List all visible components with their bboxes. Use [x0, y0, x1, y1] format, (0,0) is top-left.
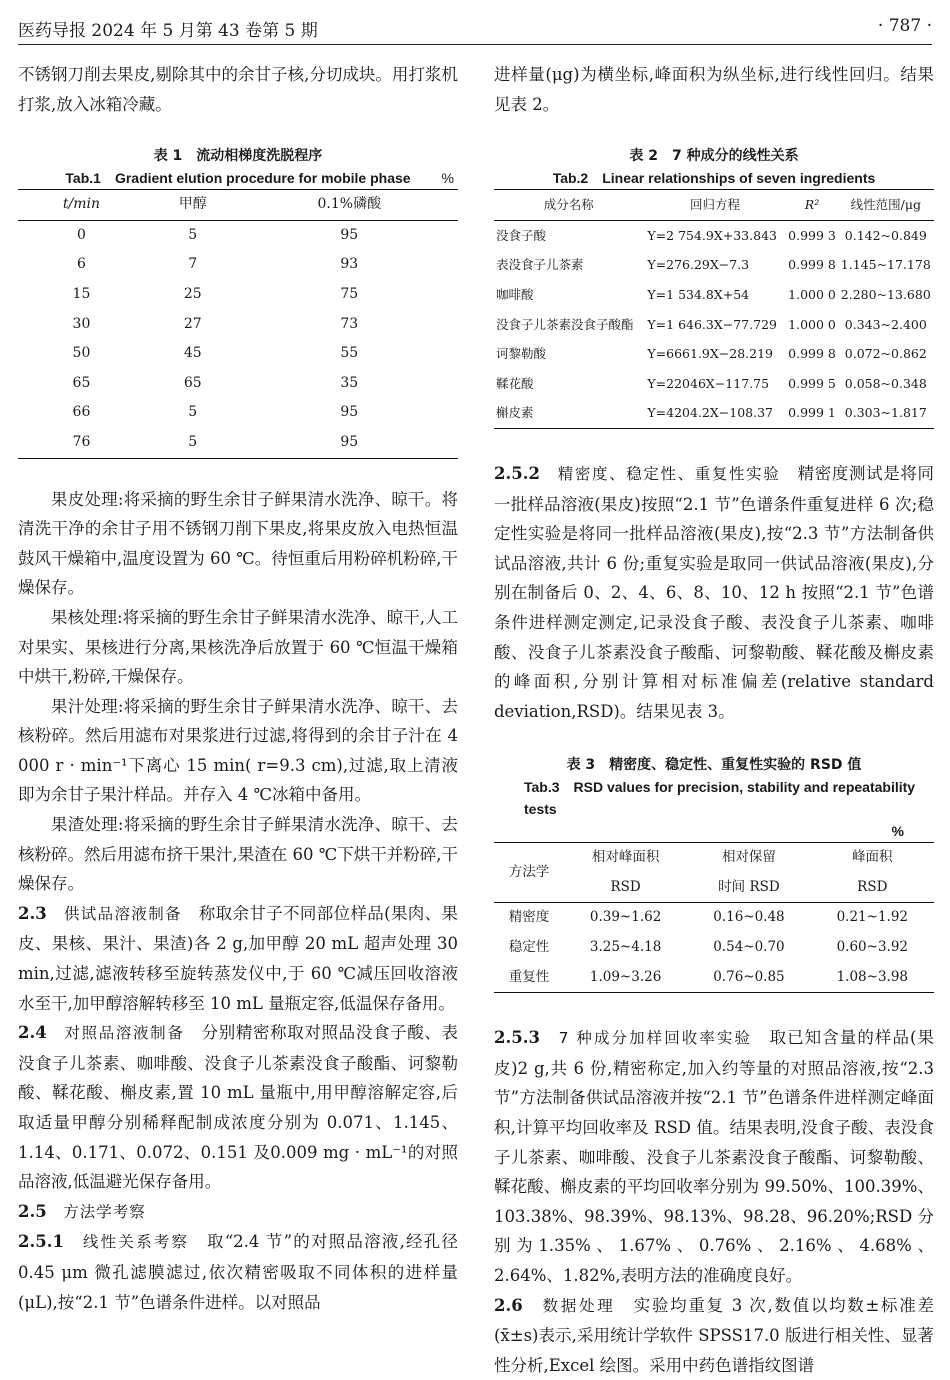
section-title: 供试品溶液制备 [63, 904, 182, 923]
table-row [494, 369, 934, 399]
section-text: 精密度测试是将同一批样品溶液(果皮)按照“2.1 节”色谱条件重复进样 6 次;稳定性实验是将同一批样品溶液(果皮),按“2.3 节”方法制备供试品溶液,共计 6 份;重复实验是取同一供试品溶液(果皮),分别在制备后 0、2、4、6、8、10、12 h 按照“2.1 节”色谱条件进样测定测定,记录没食子酸、表没食子儿茶素、咖啡酸、没食子儿茶素没食子酸酯、诃黎勒酸、鞣花酸及槲皮素的峰面积,分别计算相对标准偏差(relative standard deviation,RSD)。结果见表 3。 [494, 463, 935, 721]
table-cell: 5 [188, 226, 198, 243]
table2-title-en: Tab.2 Linear relationships of seven ingredients [552, 170, 876, 187]
section-2-5-2 [494, 459, 934, 726]
intro-paragraph: 进样量(μg)为横坐标,峰面积为纵坐标,进行线性回归。结果见表 2。 [494, 65, 934, 114]
table-cell: 0.76~0.85 [713, 968, 785, 985]
table-cell: 没食子儿茶素没食子酸酯 [496, 316, 634, 332]
table-cell: 诃黎勒酸 [496, 346, 547, 362]
table-cell: 76 [72, 433, 91, 450]
table-cell: 65 [72, 374, 91, 391]
table-cell: 50 [72, 345, 91, 362]
table-row [494, 339, 934, 369]
table-cell: 0.999 8 [788, 257, 836, 273]
table2 [494, 189, 934, 429]
table-cell: 66 [72, 404, 91, 421]
section-title: 7 种成分加样回收率实验 [558, 1029, 752, 1048]
section-text: 实验均重复 3 次,数值以均数±标准差(x̄±s)表示,采用统计学软件 SPSS17.0 版进行相关性、显著性分析,Excel 绘图。采用中药色谱指纹图谱 [494, 1295, 934, 1375]
table-cell: 0.54~0.70 [713, 939, 785, 956]
section-2-4 [18, 1018, 458, 1197]
table-cell: 精密度 [508, 909, 550, 926]
table2-header: R² [786, 190, 837, 221]
table-cell: 鞣花酸 [496, 375, 534, 391]
table-cell: 0.16~0.48 [713, 909, 785, 926]
section-number: 2.5.1 [18, 1232, 64, 1252]
table-cell: 0.21~1.92 [836, 909, 909, 926]
table3-header: 方法学 [494, 843, 564, 903]
table3-title-en: Tab.3 RSD values for precision, stability and repeatability tests [524, 779, 916, 818]
table-row [18, 250, 458, 280]
table-cell: 2.280~13.680 [840, 286, 931, 302]
table3-header: RSD [811, 873, 934, 903]
section-title: 线性关系考察 [82, 1233, 190, 1252]
table-cell: 1.145~17.178 [840, 257, 931, 273]
juice-paragraph: 果汁处理:将采摘的野生余甘子鲜果清水洗净、晾干、去核粉碎。然后用滤布对果浆进行过滤,将得到的余甘子汁在 4 000 r · min⁻¹下离心 15 min( r=9.3 cm),过滤,取上清液即为余甘子果汁样品。并存入 4 ℃冰箱中备用。 [18, 696, 458, 805]
table-cell: Y=1 646.3X−77.729 [647, 316, 777, 332]
table-row [494, 963, 934, 993]
table-cell: 0.999 1 [788, 405, 836, 421]
section-number: 2.6 [494, 1295, 523, 1315]
section-number: 2.4 [18, 1023, 47, 1043]
section-2-6 [494, 1291, 934, 1380]
table3-header: 时间 RSD [687, 873, 810, 903]
left-column [18, 60, 458, 1317]
table-row [494, 903, 934, 933]
section-number: 2.3 [18, 903, 47, 923]
table-row [494, 220, 934, 250]
table-row [18, 310, 458, 340]
table-cell: 1.000 0 [788, 316, 836, 332]
table-cell: 7 [188, 256, 198, 273]
table-cell: 27 [183, 315, 202, 332]
table-cell: 稳定性 [508, 939, 550, 956]
section-number: 2.5.3 [494, 1028, 540, 1048]
table-row [18, 220, 458, 250]
table-cell: 0.058~0.348 [844, 375, 927, 391]
table3-header: RSD [564, 873, 687, 903]
table-row [18, 428, 458, 458]
section-2-5-1 [18, 1227, 458, 1317]
section-text: 分别精密称取对照品没食子酸、表没食子儿茶素、咖啡酸、没食子儿茶素没食子酸酯、诃黎勒酸、鞣花酸、槲皮素,置 10 mL 量瓶中,用甲醇溶解定容,后取适量甲醇分别稀释配制成浓度分别为 0.071、1.145、1.14、0.171、0.072、0.151 及0.009 mg · mL⁻¹的对照品溶液,低温避光保存备用。 [18, 1023, 458, 1192]
table-cell: 5 [188, 404, 198, 421]
section-title: 对照品溶液制备 [64, 1024, 185, 1043]
page-header [18, 10, 932, 45]
table-cell: 35 [340, 374, 359, 391]
table-cell: 0.39~1.62 [589, 909, 662, 926]
table1-unit: % [441, 170, 454, 187]
table1-header: t/min [18, 190, 145, 221]
table2-title-zh: 表 2 7 种成分的线性关系 [629, 148, 799, 165]
table-row [494, 250, 934, 280]
table-cell: 30 [72, 315, 91, 332]
section-2-5 [18, 1197, 458, 1228]
table1-title-en [18, 167, 458, 189]
table-cell: 55 [340, 345, 359, 362]
table1-title-zh: 表 1 流动相梯度洗脱程序 [153, 148, 323, 165]
table1 [18, 189, 458, 458]
right-column [494, 60, 934, 1380]
table-row [18, 280, 458, 310]
table-cell: 0.60~3.92 [836, 939, 909, 956]
table-cell: 0.303~1.817 [844, 405, 927, 421]
table1-title-en-text: Tab.1 Gradient elution procedure for mobile phase [65, 170, 411, 187]
table2-header: 回归方程 [643, 190, 786, 221]
table-cell: 5 [188, 433, 198, 450]
table-cell: 1.000 0 [788, 286, 836, 302]
table-row [494, 280, 934, 310]
section-2-5-3 [494, 1023, 934, 1290]
page-number: · 787 · [877, 16, 932, 36]
table-cell: 45 [183, 345, 202, 362]
table2-header: 成分名称 [494, 190, 643, 221]
table-cell: 重复性 [508, 968, 550, 985]
table-cell: Y=2 754.9X+33.843 [647, 227, 777, 243]
table-cell: 没食子酸 [496, 227, 547, 243]
section-text: 取已知含量的样品(果皮)2 g,共 6 份,精密称定,加入约等量的对照品溶液,按“2.3 节”方法制备供试品溶液并按“2.1 节”色谱条件进样测定峰面积,计算平均回收率及 RSD 值。结果表明,没食子酸、表没食子儿茶素、咖啡酸、没食子儿茶素没食子酸酯、诃黎勒酸、鞣花酸、槲皮素的平均回收率分别为 99.50%、100.39%、103.38%、98.39%、98.13%、98.28、96.20%;RSD 分别为1.35%、1.67%、0.76%、2.16%、4.68%、2.64%、1.82%,表明方法的准确度良好。 [494, 1028, 935, 1285]
table-cell: 0 [76, 226, 86, 243]
table2-header: 线性范围/μg [838, 190, 934, 221]
table-cell: Y=1 534.8X+54 [647, 286, 750, 302]
table-row [18, 339, 458, 369]
section-title: 方法学考察 [63, 1202, 146, 1221]
table3-header: 相对峰面积 [591, 849, 660, 866]
table-cell: 93 [340, 256, 359, 273]
table-cell: Y=6661.9X−28.219 [647, 346, 773, 362]
section-title: 精密度、稳定性、重复性实验 [557, 464, 781, 483]
table-row [18, 398, 458, 428]
table-cell: 75 [340, 285, 359, 302]
table1-header: 甲醇 [145, 190, 241, 221]
table3-title-zh: 表 3 精密度、稳定性、重复性实验的 RSD 值 [566, 757, 862, 774]
table-cell: Y=22046X−117.75 [647, 375, 770, 391]
section-title: 数据处理 [542, 1296, 616, 1315]
table-cell: 25 [183, 285, 202, 302]
table-cell: 3.25~4.18 [589, 939, 662, 956]
table-cell: 15 [72, 285, 91, 302]
table-cell: 0.999 5 [788, 375, 836, 391]
peel-paragraph: 果皮处理:将采摘的野生余甘子鲜果清水洗净、晾干。将清洗干净的余甘子用不锈钢刀削下果皮,将果皮放入电热恒温鼓风干燥箱中,温度设置为 60 ℃。待恒重后用粉碎机粉碎,干燥保存。 [18, 489, 458, 598]
table-row [18, 369, 458, 399]
table-cell: 1.08~3.98 [836, 968, 909, 985]
table-row [494, 933, 934, 963]
table-cell: 表没食子儿茶素 [496, 257, 584, 273]
table-cell: 槲皮素 [496, 405, 534, 421]
section-number: 2.5 [18, 1201, 47, 1221]
table-cell: 0.072~0.862 [844, 346, 927, 362]
table-cell: 95 [340, 226, 359, 243]
table3-header: 相对保留 [721, 849, 776, 866]
table3-header: 峰面积 [852, 849, 893, 866]
core-paragraph: 果核处理:将采摘的野生余甘子鲜果清水洗净、晾干,人工对果实、果核进行分离,果核洗净后放置于 60 ℃恒温干燥箱中烘干,粉碎,干燥保存。 [18, 607, 458, 687]
table3 [494, 842, 934, 993]
section-number: 2.5.2 [494, 463, 540, 483]
table-cell: 73 [340, 315, 359, 332]
section-text: 取“2.4 节”的对照品溶液,经孔径 0.45 μm 微孔滤膜滤过,依次精密吸取不同体积的进样量(μL),按“2.1 节”色谱条件进样。以对照品 [18, 1232, 459, 1312]
table-cell: Y=276.29X−7.3 [647, 257, 750, 273]
table-cell: Y=4204.2X−108.37 [647, 405, 773, 421]
residue-paragraph: 果渣处理:将采摘的野生余甘子鲜果清水洗净、晾干、去核粉碎。然后用滤布挤干果汁,果渣在 60 ℃下烘干并粉碎,干燥保存。 [18, 815, 458, 894]
table-row [494, 310, 934, 340]
table-row [494, 398, 934, 428]
table-cell: 0.999 8 [788, 346, 836, 362]
table-cell: 咖啡酸 [496, 286, 534, 302]
intro-paragraph: 不锈钢刀削去果皮,剔除其中的余甘子核,分切成块。用打浆机打浆,放入冰箱冷藏。 [18, 65, 458, 114]
section-2-3 [18, 899, 458, 1018]
table3-unit: % [891, 823, 904, 840]
table1-header: 0.1%磷酸 [241, 190, 458, 221]
table-cell: 95 [340, 404, 359, 421]
table-cell: 95 [340, 433, 359, 450]
journal-info: 医药导报 2024 年 5 月第 43 卷第 5 期 [18, 21, 318, 41]
table-cell: 65 [183, 374, 202, 391]
table-cell: 6 [76, 256, 86, 273]
table-cell: 0.343~2.400 [844, 316, 927, 332]
table-cell: 0.142~0.849 [844, 227, 927, 243]
table-cell: 0.999 3 [788, 227, 836, 243]
section-text: 称取余甘子不同部位样品(果肉、果皮、果核、果汁、果渣)各 2 g,加甲醇 20 mL 超声处理 30 min,过滤,滤液转移至旋转蒸发仪中,于 60 ℃减压回收溶液水至干,加甲醇溶解转移至 10 mL 量瓶定容,低温保存备用。 [18, 903, 459, 1013]
table-cell: 1.09~3.26 [589, 968, 662, 985]
